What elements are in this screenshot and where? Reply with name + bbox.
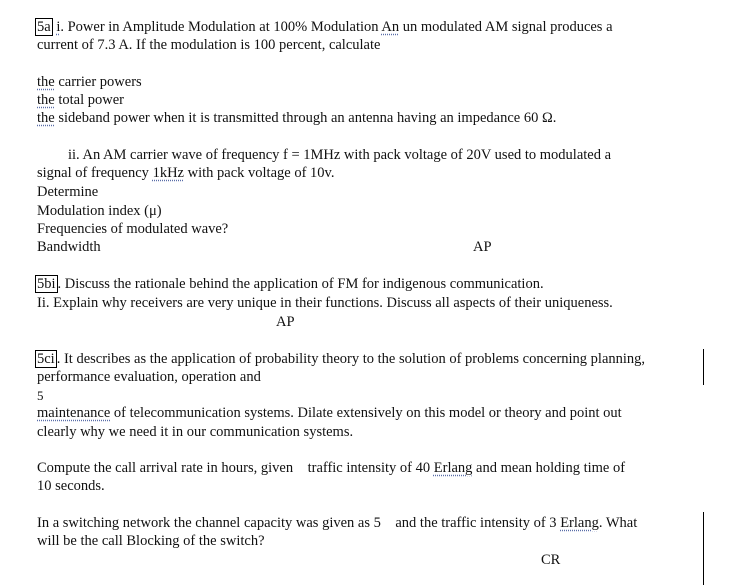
q5c-switch-line2: will be the call Blocking of the switch?: [37, 533, 265, 549]
q5c-text: of telecommunication systems. Dilate extensively on this model or theory and point out: [110, 405, 622, 421]
compute-text-end: and mean holding time of: [472, 460, 626, 476]
q5a-determine: Determine: [37, 184, 99, 200]
page-number: 5: [37, 388, 44, 403]
ii-text-end: with pack voltage of 10v.: [183, 165, 335, 181]
q5b-line1: [37, 276, 544, 293]
q5a-text-end: un modulated AM signal produces a: [399, 19, 613, 35]
q5c-line4: clearly why we need it in our communication systems.: [37, 424, 354, 440]
q5a-an-word: An: [381, 19, 400, 35]
q5a-ii-line1: ii. An AM carrier wave of frequency f = 1MHz with pack voltage of 20V used to modulated a: [68, 147, 612, 163]
item-text: total power: [54, 92, 124, 108]
q5a-tag: AP: [473, 239, 492, 255]
q5a-item-carrier: [37, 74, 142, 91]
the-word: the: [37, 92, 55, 108]
the-word: the: [37, 110, 55, 126]
q5b-label: 5bi: [37, 276, 56, 292]
erlang-word: Erlang: [433, 460, 473, 476]
q5a-label: 5a: [37, 19, 51, 35]
q5a-item-sideband: [37, 110, 556, 127]
q5c-compute-line2: 10 seconds.: [37, 478, 105, 494]
switch-text-end: . What: [598, 515, 638, 531]
q5a-item-total: [37, 92, 124, 109]
margin-bar: [703, 512, 704, 585]
q5c-line1: [37, 351, 645, 368]
item-text: sideband power when it is transmitted through an antenna having an impedance 60 Ω.: [54, 110, 557, 126]
q5b-tag: AP: [276, 314, 295, 330]
q5c-label: 5ci: [37, 351, 55, 367]
q5a-ii-line2: [37, 165, 334, 182]
q5a-bandwidth: Bandwidth: [37, 239, 101, 255]
q5b-line2: Ii. Explain why receivers are very unique in their functions. Discuss all aspects of their uniqueness.: [37, 295, 613, 311]
q5a-line2: current of 7.3 A. If the modulation is 100 percent, calculate: [37, 37, 381, 53]
q5a-text: . Power in Amplitude Modulation at 100% Modulation: [60, 19, 382, 35]
maintenance-word: maintenance: [37, 405, 111, 421]
erlang-word: Erlang: [560, 515, 599, 531]
q5c-compute-line1: [37, 460, 625, 477]
ii-text: signal of frequency: [37, 165, 153, 181]
q5a-label-i: i: [56, 19, 61, 35]
q5a-frequencies: Frequencies of modulated wave?: [37, 221, 229, 237]
q5c-switch-line1: [37, 515, 637, 532]
q5a-line1: [37, 19, 613, 36]
compute-text: Compute the call arrival rate in hours, given traffic intensity of 40: [37, 460, 434, 476]
the-word: the: [37, 74, 55, 90]
khz-word: 1kHz: [152, 165, 184, 181]
q5a-mod-index: Modulation index (μ): [37, 203, 162, 219]
q5c-line3: [37, 405, 622, 422]
item-text: carrier powers: [54, 74, 142, 90]
margin-bar: [703, 349, 704, 385]
q5b-text: . Discuss the rationale behind the application of FM for indigenous communication.: [57, 276, 544, 292]
q5c-line2: performance evaluation, operation and: [37, 369, 261, 385]
q5c-text: . It describes as the application of probability theory to the solution of problems concerning planning,: [56, 351, 646, 367]
q5c-tag: CR: [541, 552, 561, 568]
switch-text: In a switching network the channel capacity was given as 5 and the traffic intensity of 3: [37, 515, 561, 531]
